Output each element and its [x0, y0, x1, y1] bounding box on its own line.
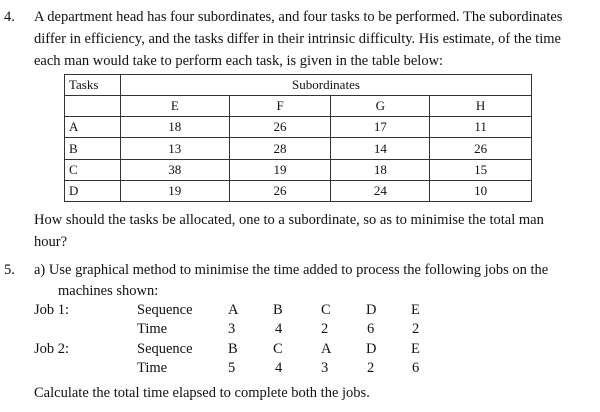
job-2-label: Job 2:: [34, 341, 70, 357]
table-column-header-row: [65, 96, 532, 117]
time-item: 5: [228, 360, 236, 376]
table-header-row: [65, 75, 532, 96]
sequence-item: A: [228, 302, 239, 318]
sequence-item: B: [228, 341, 238, 357]
q4-text-line-2: differ in efficiency, and the tasks differ in their intrinsic difficulty. His estimate, of the time: [34, 31, 561, 47]
job-2-time-label: Time: [137, 360, 168, 376]
sequence-item: D: [366, 341, 377, 357]
sequence-item: E: [411, 302, 420, 318]
q5-number: 5.: [4, 262, 15, 278]
job-1-time-label: Time: [137, 321, 168, 337]
column-header: F: [229, 96, 331, 117]
allocation-table: [64, 74, 532, 202]
column-header: G: [331, 96, 430, 117]
q4-question-line-1: How should the tasks be allocated, one to a subordinate, so as to minimise the total man: [34, 212, 544, 228]
column-header: E: [120, 96, 229, 117]
time-item: 3: [321, 360, 329, 376]
empty-cell: [65, 96, 121, 117]
time-item: 3: [228, 321, 236, 337]
time-item: 4: [275, 321, 283, 337]
q4-number: 4.: [4, 9, 15, 25]
table-cell: 13: [120, 138, 229, 159]
table-cell: 19: [229, 159, 331, 180]
table-cell: 11: [430, 117, 532, 138]
job-2-sequence-label: Sequence: [137, 341, 193, 357]
sequence-item: C: [273, 341, 283, 357]
table-cell: 10: [430, 180, 532, 201]
q4-question-line-2: hour?: [34, 234, 68, 250]
table-row: [65, 159, 532, 180]
sequence-item: A: [321, 341, 332, 357]
table-cell: 19: [120, 180, 229, 201]
q5-part-a-line-2: machines shown:: [58, 283, 159, 299]
table-cell: 26: [229, 117, 331, 138]
table-cell: 38: [120, 159, 229, 180]
tasks-header: Tasks: [65, 75, 121, 96]
q5-closing-text: Calculate the total time elapsed to complete both the jobs.: [34, 385, 370, 401]
task-label: D: [65, 180, 121, 201]
sequence-item: B: [273, 302, 283, 318]
job-1-sequence-label: Sequence: [137, 302, 193, 318]
time-item: 2: [321, 321, 329, 337]
table-cell: 18: [120, 117, 229, 138]
q4-text-line-3: each man would take to perform each task, is given in the table below:: [34, 53, 444, 69]
table-cell: 26: [430, 138, 532, 159]
time-item: 4: [275, 360, 283, 376]
table-row: [65, 180, 532, 201]
table-cell: 17: [331, 117, 430, 138]
table-row: [65, 117, 532, 138]
column-header: H: [430, 96, 532, 117]
sequence-item: C: [321, 302, 331, 318]
task-label: B: [65, 138, 121, 159]
job-1-label: Job 1:: [34, 302, 70, 318]
q5-part-a-line-1: a) Use graphical method to minimise the time added to process the following jobs on the: [34, 262, 549, 278]
table-row: [65, 138, 532, 159]
time-item: 6: [367, 321, 375, 337]
time-item: 2: [412, 321, 420, 337]
q4-text-line-1: A department head has four subordinates, and four tasks to be performed. The subordinates: [34, 9, 563, 25]
subordinates-header: Subordinates: [120, 75, 531, 96]
task-label: C: [65, 159, 121, 180]
sequence-item: D: [366, 302, 377, 318]
task-label: A: [65, 117, 121, 138]
table-cell: 26: [229, 180, 331, 201]
time-item: 2: [367, 360, 375, 376]
table-cell: 14: [331, 138, 430, 159]
table-cell: 18: [331, 159, 430, 180]
table-cell: 15: [430, 159, 532, 180]
time-item: 6: [412, 360, 420, 376]
sequence-item: E: [411, 341, 420, 357]
table-cell: 24: [331, 180, 430, 201]
table-cell: 28: [229, 138, 331, 159]
